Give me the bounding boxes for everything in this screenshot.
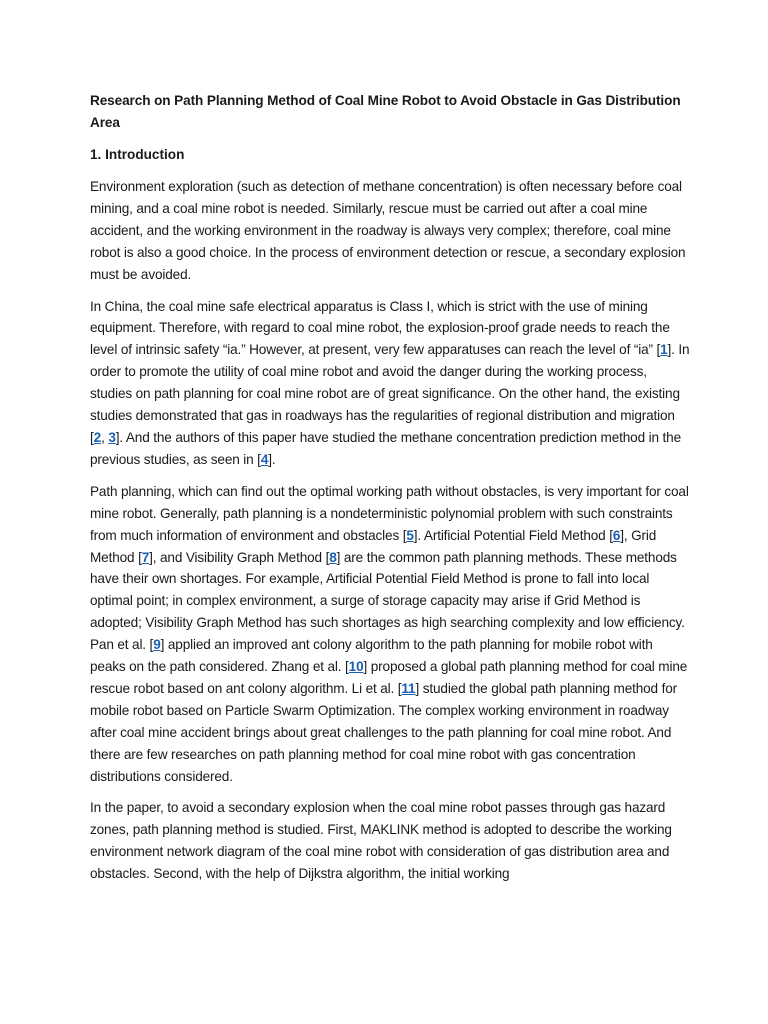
- article-title: Research on Path Planning Method of Coal Mine Robot to Avoid Obstacle in Gas Distribution Area: [90, 93, 681, 130]
- paragraph-3-text-2: ]. Artificial Potential Field Method [: [413, 527, 613, 543]
- paragraph-4: [90, 797, 690, 885]
- citation-link-2[interactable]: 2: [93, 429, 102, 445]
- citation-link-11[interactable]: 11: [401, 680, 416, 696]
- paragraph-2-text-3: ,: [101, 429, 109, 445]
- paragraph-3-text-7: ] proposed a global path planning method for coal mine rescue robot based on ant colony algorithm. Li et al. [: [90, 659, 688, 696]
- citation-link-7[interactable]: 7: [141, 549, 150, 565]
- citation-link-5[interactable]: 5: [406, 527, 414, 543]
- citation-link-4[interactable]: 4: [260, 451, 269, 467]
- citation-link-1[interactable]: 1: [660, 342, 668, 358]
- citation-link-3[interactable]: 3: [108, 429, 116, 445]
- paragraph-3-text-5: ] are the common path planning methods. These methods have their own shortages. For example, Artificial Potential Field Method is prone to fall into local optimal point; in complex environment, a surge of storage capacity may arise if Grid Method is adopted; Visibility Graph Method has such shortages as high searching complexity and low efficiency. Pan et al. [: [90, 549, 685, 653]
- paragraph-3-text-3: ], Grid Method [: [90, 527, 657, 565]
- citation-link-9[interactable]: 9: [153, 637, 161, 653]
- paragraph-3-text-8: ] studied the global path planning method for mobile robot based on Particle Swarm Optimization. The complex working environment in roadway after coal mine accident brings about great challenges to the path planning for coal mine robot. And there are few researches on path planning method for coal mine robot with gas concentration distributions considered.: [90, 680, 678, 784]
- paragraph-2-text-2: ]. In order to promote the utility of coal mine robot and avoid the danger during the working process, studies on path planning for coal mine robot are of great significance. On the other hand, the existing studies demonstrated that gas in roadways has the regularities of regional distribution and migration [: [90, 342, 690, 445]
- article-page: [90, 90, 690, 895]
- citation-link-6[interactable]: 6: [612, 527, 621, 543]
- paragraph-2-text-1: In China, the coal mine safe electrical apparatus is Class I, which is strict with the use of mining equipment. Therefore, with regard to coal mine robot, the explosion-proof grade needs to reach the level of intrinsic safety “ia.” However, at present, very few apparatuses can reach the level of “ia” [: [90, 298, 670, 358]
- paragraph-4-text: In the paper, to avoid a secondary explosion when the coal mine robot passes through gas hazard zones, path planning method is studied. First, MAKLINK method is adopted to describe the working environment network diagram of the coal mine robot with consideration of gas distribution area and obstacles. Second, with the help of Dijkstra algorithm, the initial working: [90, 800, 672, 882]
- paragraph-3-text-6: ] applied an improved ant colony algorithm to the path planning for mobile robot with peaks on the path considered. Zhang et al. [: [90, 637, 653, 675]
- paragraph-2-text-5: ].: [268, 451, 276, 467]
- citation-link-10[interactable]: 10: [348, 659, 364, 675]
- paragraph-3-text-4: ], and Visibility Graph Method [: [149, 549, 330, 565]
- paragraph-2: [90, 296, 690, 471]
- paragraph-2-text-4: ]. And the authors of this paper have studied the methane concentration prediction method in the previous studies, as seen in [: [90, 429, 681, 467]
- paragraph-1: [90, 176, 690, 286]
- citation-link-8[interactable]: 8: [329, 549, 337, 565]
- paragraph-3-text-1: Path planning, which can find out the optimal working path without obstacles, is very important for coal mine robot. Generally, path planning is a nondeterministic polynomial problem with such constraints from much information of environment and obstacles [: [90, 483, 689, 543]
- paragraph-1-text: Environment exploration (such as detection of methane concentration) is often necessary before coal mining, and a coal mine robot is needed. Similarly, rescue must be carried out after a coal mine accident, and the working environment in the roadway is always very complex; therefore, coal mine robot is also a good choice. In the process of environment detection or rescue, a secondary explosion must be avoided.: [90, 179, 686, 282]
- paragraph-3: [90, 481, 690, 788]
- section-heading: 1. Introduction: [90, 147, 185, 162]
